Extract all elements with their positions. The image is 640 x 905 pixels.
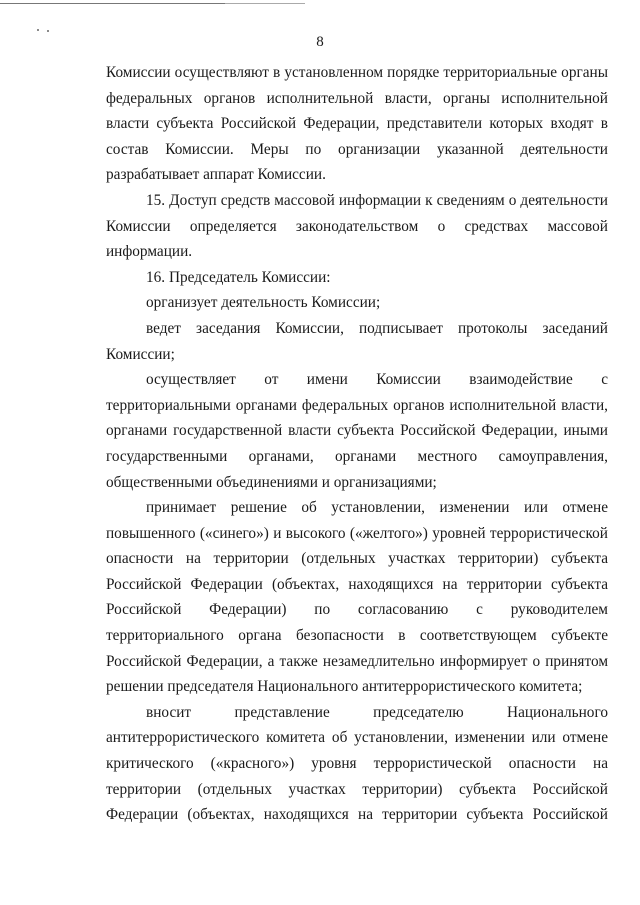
paragraph-duty-organize: организует деятельность Комиссии; (146, 294, 381, 312)
paragraph-continuation: Комиссии осуществляют в установленном порядке территориальные органы федеральных органов исполнительной власти, органы исполнительной власти субъекта Российской Федерации, представители которых входят в состав Комиссии. Меры по организации указанной деятельности разрабатывает аппарат Комиссии. (106, 64, 608, 184)
scan-artifact-line (0, 3, 225, 4)
scan-speck (37, 29, 39, 31)
document-body (106, 60, 608, 828)
paragraph-item-15: 15. Доступ средств массовой информации к сведениям о деятельности Комиссии определяется законодательством о средствах массовой информации. (106, 191, 608, 261)
paragraph-duty-submission: вносит представление председателю Национального антитеррористического комитета об установлении, изменении или отмене критического («красного») уровня террористической опасности на территории (отдельных участках территории) субъекта Российской Федерации (объектах, находящихся на территории субъекта Российской (106, 703, 608, 824)
paragraph-duty-interaction: осуществляет от имени Комиссии взаимодействие с территориальными органами федеральных органов исполнительной власти, органами государственной власти субъекта Российской Федерации, иными государственными органами, органами местного самоуправления, общественными объединениями и организациями; (106, 371, 608, 491)
paragraph-duty-threat-level: принимает решение об установлении, изменении или отмене повышенного («синего») и высокого («желтого») уровней террористической опасности на территории (отдельных участках территории) субъекта Российской Федерации (объектах, находящихся на территории субъекта Российской Федерации) по согласованию с руководителем территориального органа безопасности в соответствующем субъекте Российской Федерации, а также незамедлительно информирует о принятом решении председателя Национального антитеррористического комитета; (106, 499, 608, 696)
paragraph-item-16-heading: 16. Председатель Комиссии: (146, 268, 331, 286)
page-number: 8 (316, 34, 324, 50)
scan-speck (47, 30, 49, 32)
scan-artifact-line (225, 3, 305, 4)
paragraph-duty-meetings: ведет заседания Комиссии, подписывает протоколы заседаний Комиссии; (106, 319, 608, 363)
